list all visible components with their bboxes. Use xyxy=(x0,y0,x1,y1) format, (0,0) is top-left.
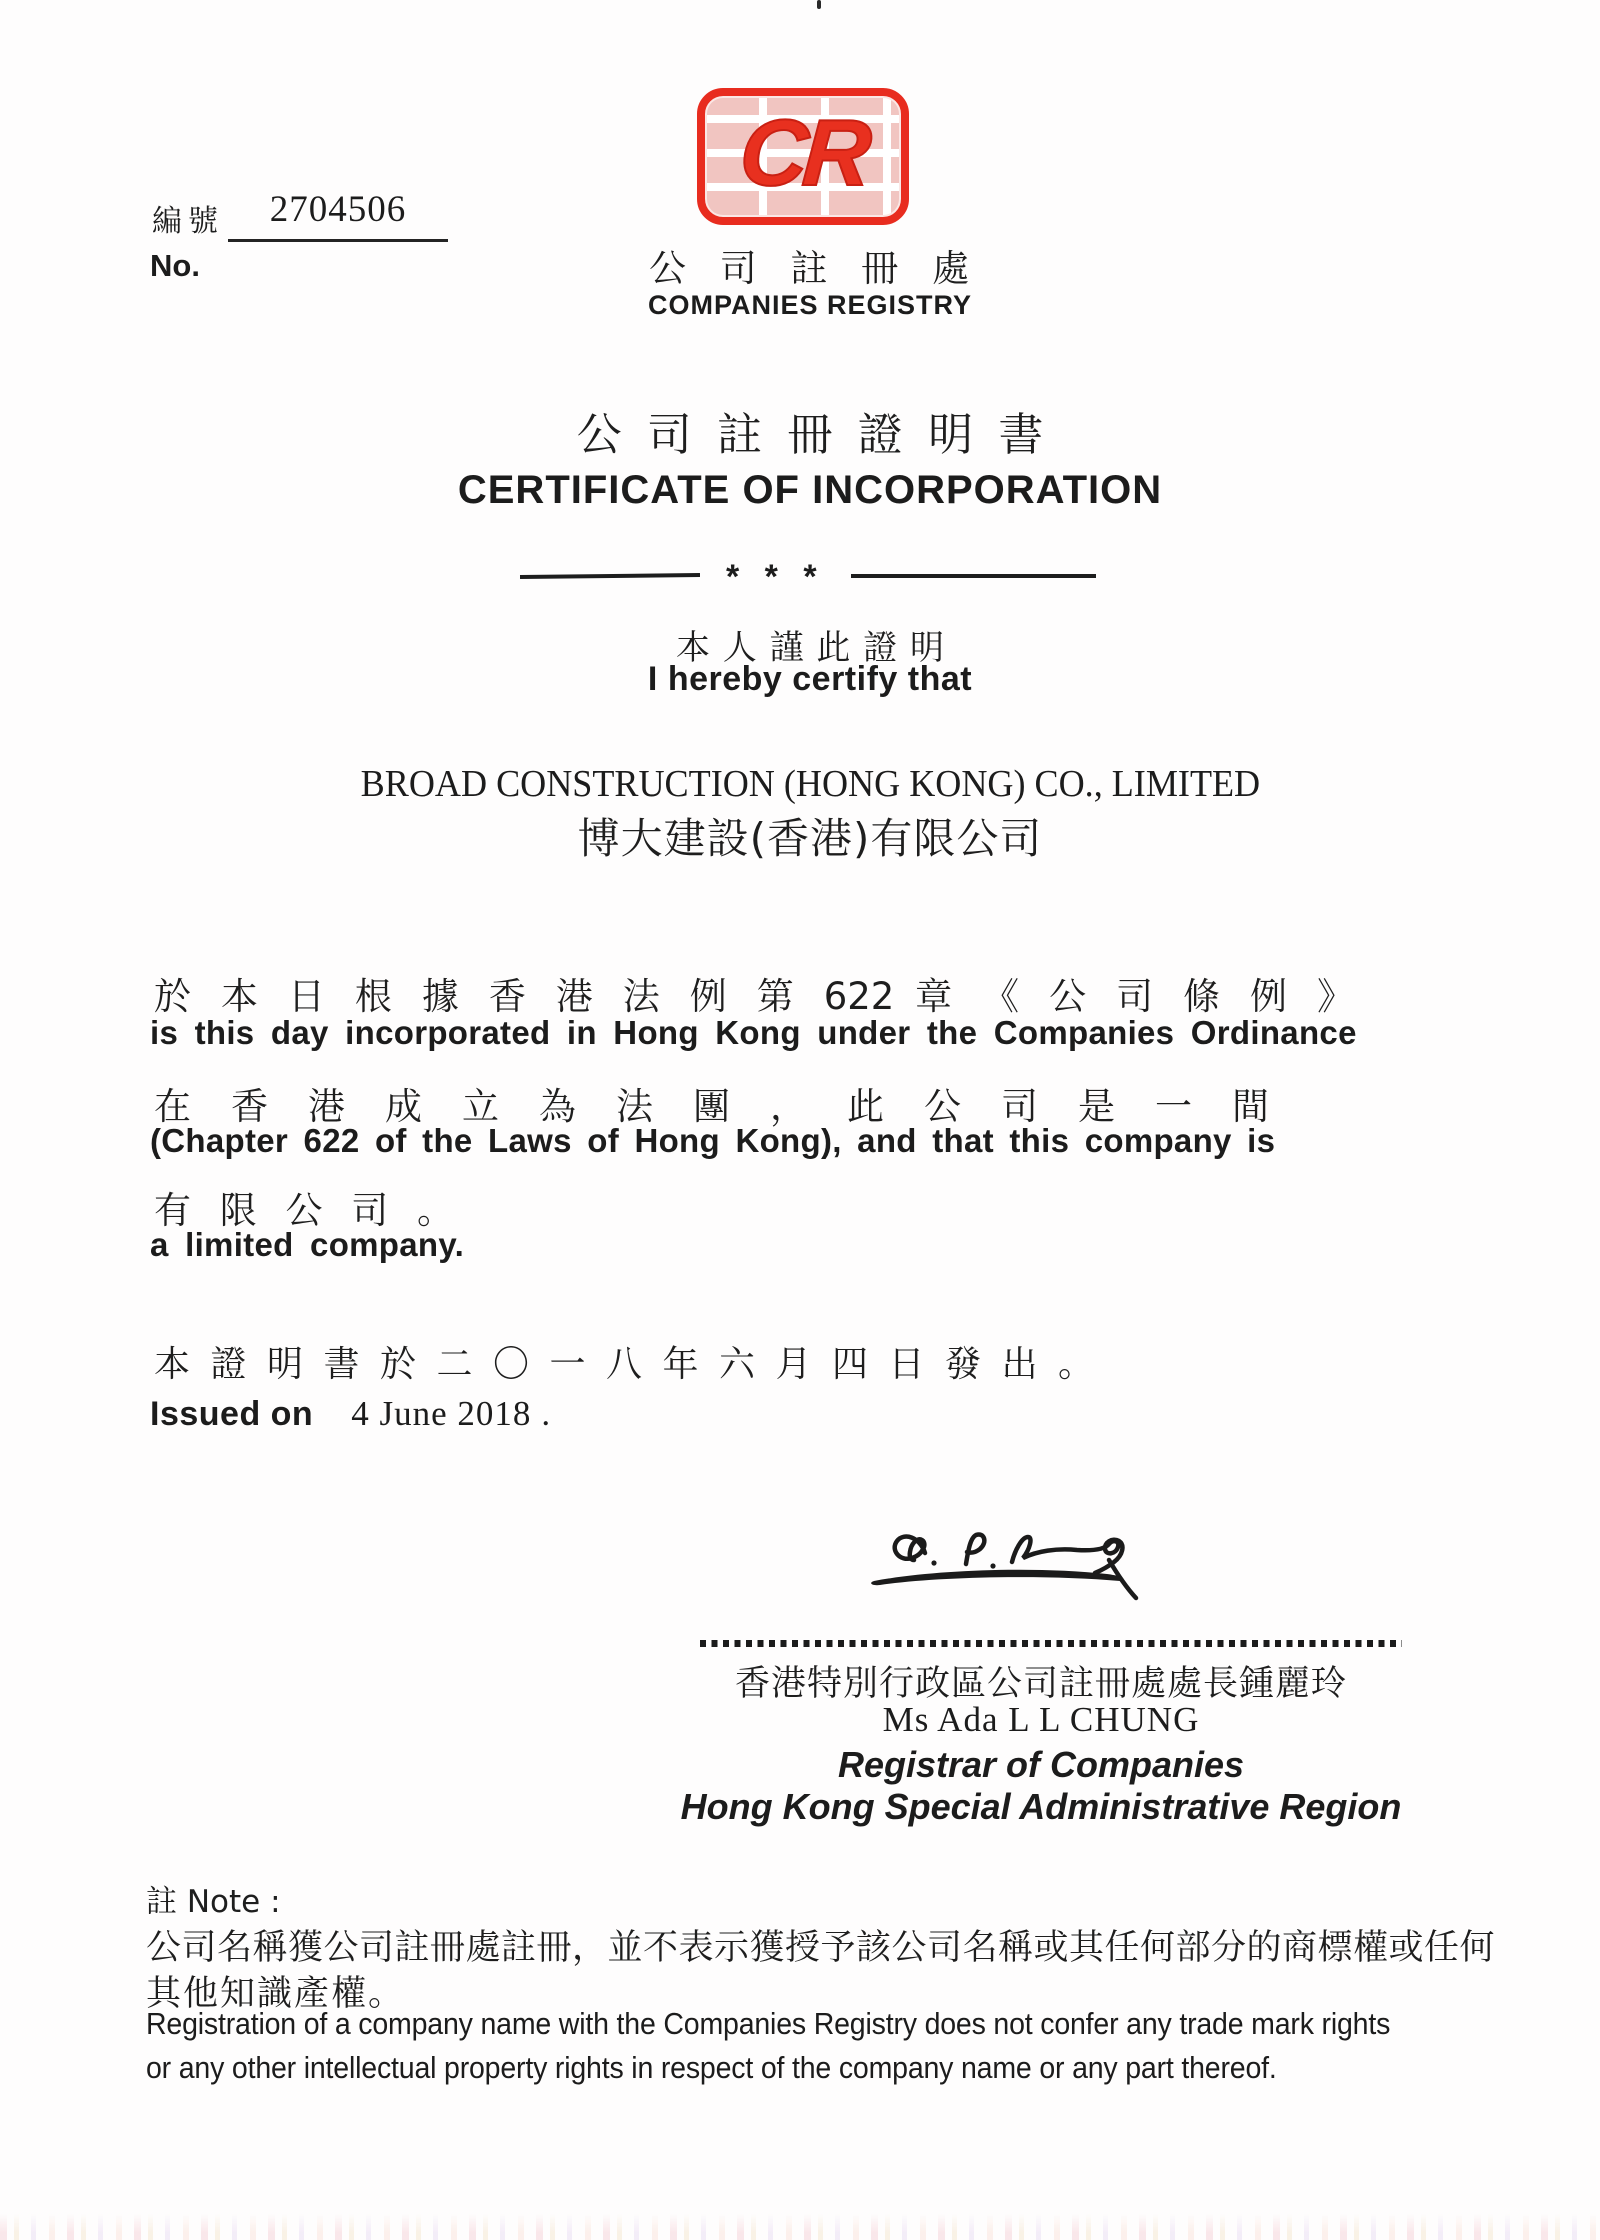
signer-title-zh: 香港特別行政區公司註冊處處長鍾麗玲 xyxy=(734,1664,1347,1704)
paragraph3-en: a limited company. xyxy=(150,1226,465,1263)
signer-name: Ms Ada L L CHUNG xyxy=(882,1700,1200,1739)
certify-statement-en: I hereby certify that xyxy=(647,660,973,698)
scan-noise-strip xyxy=(0,2214,1600,2240)
paragraph1-zh: 於 本 日 根 據 香 港 法 例 第 622 章 《 公 司 條 例 》 xyxy=(154,975,1354,1018)
certify-statement-zh: 本 人 謹 此 證 明 xyxy=(675,628,945,668)
issued-on-label: Issued on xyxy=(150,1395,314,1433)
note-label: 註 Note : xyxy=(146,1884,281,1920)
company-name-en: BROAD CONSTRUCTION (HONG KONG) CO., LIMITED xyxy=(360,763,1260,805)
paragraph3-zh: 有 限 公 司 。 xyxy=(154,1189,454,1232)
title-divider xyxy=(520,556,1100,595)
registry-office-name-zh: 公 司 註 冊 處 xyxy=(648,247,972,290)
note-zh-line1: 公司名稱獲公司註冊處註冊，並不表示獲授予該公司名稱或其任何部分的商標權或任何 xyxy=(146,1928,1496,1968)
issued-date: 4 June 2018 xyxy=(351,1394,532,1433)
certificate-number-value: 2704506 xyxy=(228,188,448,242)
paragraph1-en: is this day incorporated in Hong Kong under the Companies Ordinance xyxy=(150,1014,1357,1051)
registry-office-name-en: COMPANIES REGISTRY xyxy=(647,290,973,320)
signature-dotted-line xyxy=(700,1640,1402,1647)
issued-statement-en xyxy=(150,1394,550,1434)
scan-speck xyxy=(817,0,821,9)
note-en-line1: Registration of a company name with the Companies Registry does not confer any trade mark rights xyxy=(146,2006,1391,2041)
divider-line-left xyxy=(520,573,700,579)
issued-statement-zh: 本 證 明 書 於 二 〇 一 八 年 六 月 四 日 發 出 。 xyxy=(154,1344,1094,1385)
signer-region: Hong Kong Special Administrative Region xyxy=(680,1786,1402,1827)
certificate-title-zh: 公 司 註 冊 證 明 書 xyxy=(576,408,1044,461)
registrar-signature xyxy=(862,1522,1167,1617)
certificate-number-label-zh: 編號 xyxy=(152,204,224,239)
issued-period: . xyxy=(541,1394,551,1433)
certificate-title-en: CERTIFICATE OF INCORPORATION xyxy=(457,468,1163,512)
companies-registry-logo xyxy=(697,88,909,225)
paragraph2-en: (Chapter 622 of the Laws of Hong Kong), and that this company is xyxy=(150,1122,1276,1159)
cr-monogram-icon: CR xyxy=(736,99,870,205)
certificate-number-label-en: No. xyxy=(150,248,200,283)
paragraph2-zh: 在 香 港 成 立 為 法 團 ， 此 公 司 是 一 間 xyxy=(154,1085,1269,1128)
company-name-zh: 博大建設(香港)有限公司 xyxy=(577,814,1043,863)
divider-line-right xyxy=(851,574,1096,578)
divider-stars: * * * xyxy=(726,558,825,596)
signer-role: Registrar of Companies xyxy=(837,1744,1245,1785)
note-zh-line2: 其他知識產權。 xyxy=(146,1974,406,2014)
note-en-line2: or any other intellectual property rights in respect of the company name or any part thereof. xyxy=(146,2050,1277,2085)
